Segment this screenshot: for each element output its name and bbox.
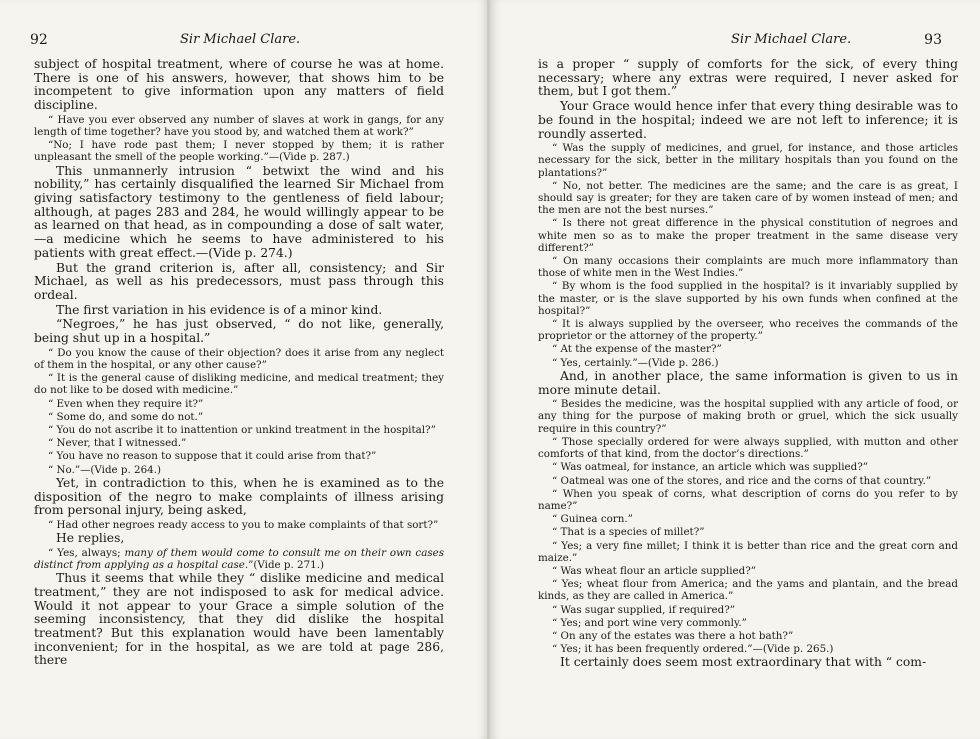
- testimony-paragraph: [538, 343, 958, 355]
- left-page: [0, 0, 488, 739]
- paragraph-text: “ You do not ascribe it to inattention or unkind treatment in the hospital?”: [48, 423, 436, 436]
- body-paragraph: [538, 656, 958, 670]
- paragraph-text: “ Was the supply of medicines, and gruel, for instance, and those articles necessary for the sick, better in the military hospitals than you found on the plantations?”: [538, 142, 958, 179]
- paragraph-text: “ Had other negroes ready access to you to make complaints of that sort?”: [48, 518, 439, 531]
- testimony-paragraph: [538, 280, 958, 317]
- paragraph-text: Yet, in contradiction to this, when he is examined as to the disposition of the negro to make complaints of illness arising from personal injury, being asked,: [34, 475, 444, 518]
- paragraph-text: is a proper “ supply of comforts for the sick, of every thing necessary; where any extras were required, I never asked for them, but I got them.”: [538, 57, 958, 99]
- running-head: Sir Michael Clare.: [731, 32, 852, 47]
- testimony-paragraph: [34, 547, 444, 571]
- paragraph-text: “ You have no reason to suppose that it could arise from that?”: [48, 450, 377, 463]
- body-paragraph: [34, 304, 444, 318]
- paragraph-text: “ Yes; it has been frequently ordered.”—(Vide p. 265.): [552, 643, 834, 656]
- citation: ”(Vide p. 271.): [248, 559, 324, 572]
- testimony-paragraph: [34, 424, 444, 436]
- testimony-paragraph: [34, 398, 444, 410]
- right-page: [490, 0, 980, 739]
- paragraph-text: “ Is there not great difference in the physical constitution of negroes and white men so as to make the proper treatment in the same disease very different?”: [538, 217, 958, 254]
- paragraph-text: “No; I have rode past them; I never stopped by them; it is rather unpleasant the smell of the people working.”—(Vide p. 287.): [34, 139, 444, 164]
- testimony-paragraph: [538, 643, 958, 655]
- paragraph-text: “ It is the general cause of disliking medicine, and medical treatment; they do not like to be dosed with medicine.”: [34, 372, 444, 397]
- body-paragraph: [34, 532, 444, 546]
- paragraph-text: “ When you speak of corns, what description of corns do you refer to by name?”: [538, 487, 958, 512]
- paragraph-text: The first variation in his evidence is of a minor kind.: [56, 302, 383, 317]
- paragraph-text: “ No, not better. The medicines are the same; and the care is as great, I should say is greater; for they are taken care of by women instead of men; and the men are not the best nurses.”: [538, 179, 958, 217]
- body-paragraph: [538, 100, 958, 141]
- testimony-paragraph: [538, 526, 958, 538]
- paragraph-text: “ At the expense of the master?”: [552, 343, 722, 356]
- testimony-paragraph: [34, 464, 444, 476]
- testimony-paragraph: [538, 142, 958, 179]
- body-paragraph: [34, 58, 444, 113]
- paragraph-text: subject of hospital treatment, where of course he was at home. There is one of his answers, however, that shows him to be incompetent to give information upon any matters of field discipline.: [34, 57, 444, 113]
- testimony-paragraph: [34, 114, 444, 138]
- page-header: [30, 32, 458, 52]
- body-paragraph: [34, 477, 444, 518]
- testimony-paragraph: [34, 372, 444, 396]
- paragraph-text: “ Yes, certainly.”—(Vide p. 286.): [552, 356, 719, 369]
- testimony-paragraph: [538, 436, 958, 460]
- paragraph-text: “ No.”—(Vide p. 264.): [48, 463, 162, 476]
- testimony-paragraph: [538, 357, 958, 369]
- testimony-paragraph: [538, 540, 958, 564]
- paragraph-text: This unmannerly intrusion “ betwixt the wind and his nobility,” has certainly disqualified the learned Sir Michael from giving satisfactory testimony to the gentleness of field labour; although, at pages 283 and 284, he would willingly appear to be as learned on that head, as in compounding a dose of salt water, —a medicine which he seems to have administered to his patients with great effect.—(Vide p. 274.): [34, 163, 444, 260]
- body-paragraph: [538, 58, 958, 99]
- paragraph-text: Thus it seems that while they “ dislike medicine and medical treatment,” they are not indisposed to ask for medical advice. Would it not appear to your Grace a simple solution of the seeming inconsistency, that they did dislike the hospital treatment? But this explanation would have been lamentably inconvenient; for in the hospital, as we are told at page 286, there: [34, 571, 444, 668]
- testimony-paragraph: [538, 398, 958, 435]
- paragraph-text: “ Yes; wheat flour from America; and the yams and plantain, and the bread kinds, as they are called in America.”: [538, 578, 958, 603]
- paragraph-text: It certainly does seem most extraordinary that with “ com-: [560, 655, 927, 670]
- testimony-paragraph: [34, 139, 444, 163]
- body-paragraph: [34, 165, 444, 261]
- paragraph-text: “ Besides the medicine, was the hospital supplied with any article of food, or any thing for the purpose of making broth or gruel, which the sick usually require in this country?”: [538, 398, 958, 435]
- page-body: [538, 58, 958, 670]
- page-header: [536, 32, 942, 52]
- testimony-paragraph: [538, 475, 958, 487]
- testimony-paragraph: [538, 513, 958, 525]
- testimony-paragraph: [538, 565, 958, 577]
- testimony-paragraph: [538, 604, 958, 616]
- paragraph-text: “ Never, that I witnessed.”: [48, 437, 187, 450]
- testimony-paragraph: [538, 617, 958, 629]
- testimony-paragraph: [34, 411, 444, 423]
- paragraph-text: Your Grace would hence infer that every thing desirable was to be found in the hospital; indeed we are not left to inference; it is roundly asserted.: [538, 99, 958, 141]
- testimony-paragraph: [538, 630, 958, 642]
- paragraph-text: “Negroes,” he has just observed, “ do not like, generally, being shut up in a hospital.”: [34, 317, 444, 346]
- paragraph-text: And, in another place, the same information is given to us in more minute detail.: [538, 368, 958, 397]
- paragraph-text: “ Some do, and some do not.”: [48, 410, 204, 423]
- paragraph-text: “ Have you ever observed any number of slaves at work in gangs, for any length of time together? have you stood by, and watched them at work?”: [34, 113, 444, 139]
- testimony-paragraph: [34, 450, 444, 462]
- testimony-paragraph: [538, 578, 958, 602]
- testimony-paragraph: [538, 217, 958, 254]
- italic-quote: many of them would come to consult me on their own cases distinct from applying as a hospital case.: [34, 546, 445, 572]
- paragraph-text: “ Was oatmeal, for instance, an article which was supplied?”: [552, 461, 869, 474]
- body-paragraph: [538, 370, 958, 397]
- paragraph-text: But the grand criterion is, after all, consistency; and Sir Michael, as well as his predecessors, must pass through this ordeal.: [34, 260, 444, 302]
- paragraph-text: “ On many occasions their complaints are much more inflammatory than those of white men in the West Indies.”: [538, 255, 958, 280]
- paragraph-text: “ Guinea corn.”: [552, 513, 633, 526]
- paragraph-text: “ By whom is the food supplied in the hospital? is it invariably supplied by the master, or is the slave supported by his own funds when confined at the hospital?”: [538, 280, 958, 317]
- testimony-paragraph: [538, 318, 958, 342]
- paragraph-text: “ That is a species of millet?”: [552, 526, 705, 539]
- page-number: 93: [924, 32, 942, 48]
- paragraph-text: He replies,: [56, 531, 125, 546]
- body-paragraph: [34, 318, 444, 345]
- paragraph-text: “ Yes, always;: [48, 546, 125, 559]
- body-paragraph: [34, 262, 444, 303]
- body-paragraph: [34, 572, 444, 668]
- testimony-paragraph: [34, 437, 444, 449]
- testimony-paragraph: [34, 347, 444, 371]
- testimony-paragraph: [538, 180, 958, 217]
- paragraph-text: “ Those specially ordered for were always supplied, with mutton and other comforts of that kind, from the doctor’s directions.”: [538, 435, 958, 461]
- paragraph-text: “ Even when they require it?”: [48, 397, 204, 410]
- testimony-paragraph: [538, 488, 958, 512]
- page-number: 92: [30, 32, 48, 48]
- paragraph-text: “ Yes; a very fine millet; I think it is better than rice and the great corn and maize.”: [538, 539, 958, 564]
- paragraph-text: “ It is always supplied by the overseer, who receives the commands of the proprietor or the attorney of the property.”: [538, 318, 958, 343]
- paragraph-text: “ Oatmeal was one of the stores, and rice and the corns of that country.”: [552, 474, 932, 487]
- testimony-paragraph: [538, 255, 958, 279]
- testimony-paragraph: [34, 519, 444, 531]
- paragraph-text: “ On any of the estates was there a hot bath?”: [552, 629, 794, 642]
- page-body: [34, 58, 444, 668]
- paragraph-text: “ Do you know the cause of their objection? does it arise from any neglect of them in the hospital, or any other cause?”: [34, 346, 444, 371]
- paragraph-text: “ Was sugar supplied, if required?”: [552, 603, 735, 616]
- running-head: Sir Michael Clare.: [180, 32, 301, 47]
- testimony-paragraph: [538, 461, 958, 473]
- paragraph-text: “ Was wheat flour an article supplied?”: [552, 564, 757, 577]
- paragraph-text: “ Yes; and port wine very commonly.”: [552, 616, 747, 629]
